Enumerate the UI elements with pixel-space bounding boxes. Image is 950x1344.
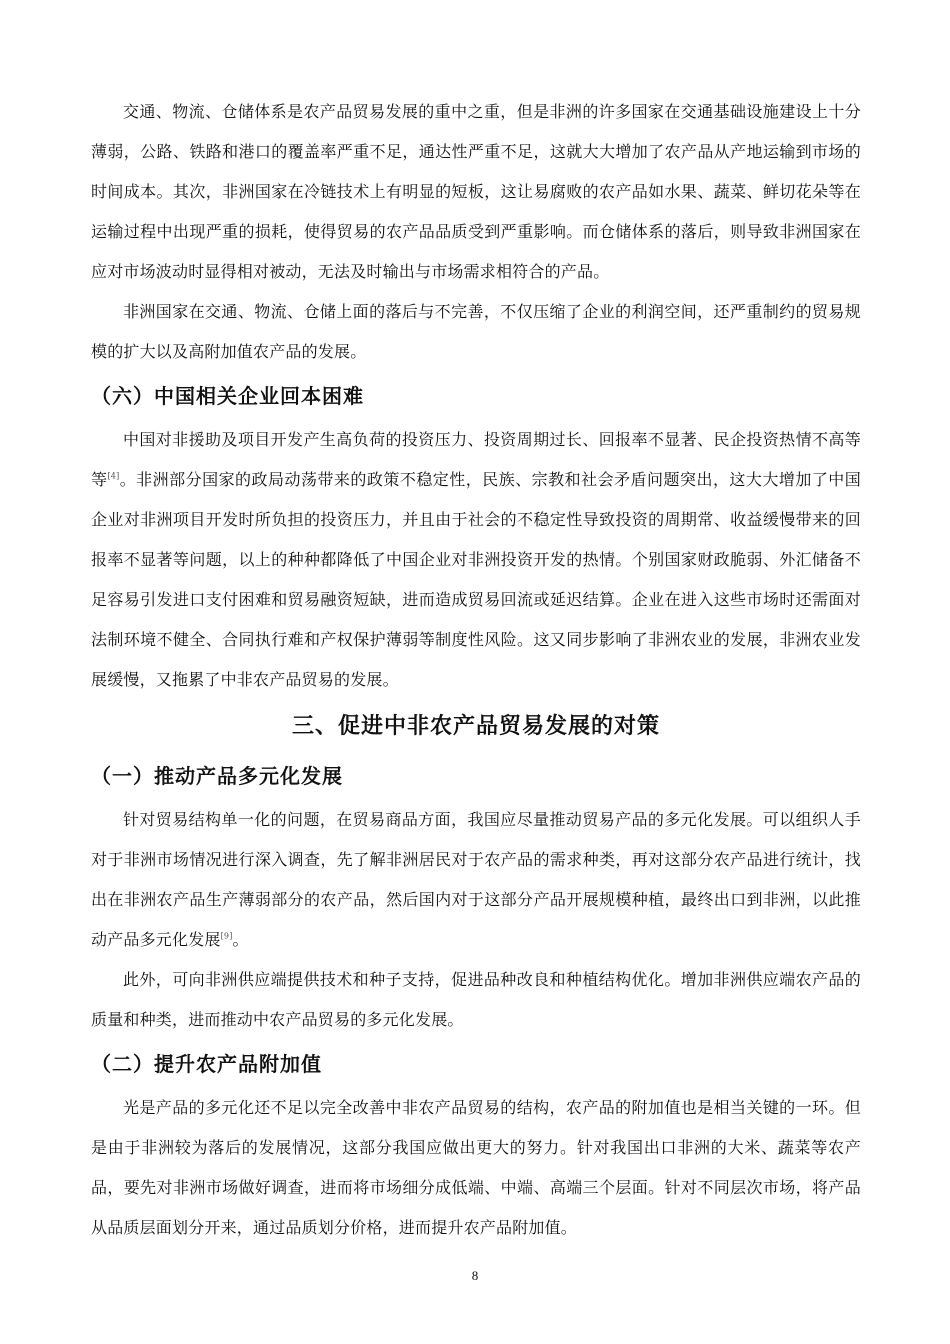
subheading-one: （一）推动产品多元化发展 [91,764,343,788]
paragraph-text: 。非洲部分国家的政局动荡带来的政策不稳定性，民族、宗教和社会矛盾问题突出，这大大增加了中国企业对非洲项目开发时所负担的投资压力，并且由于社会的不稳定性导致投资的周期常、收益缓慢带来的回报率不显著等问题，以上的种种都降低了中国企业对非洲投资开发的热情。个别国家财政脆弱、外汇储备不足容易引发进口支付困难和贸易融资短缺，进而造成贸易回流或延迟结算。企业在进入这些市场时还需面对法制环境不健全、合同执行难和产权保护薄弱等制度性风险。这又同步影响了非洲农业的发展，非洲农业发展缓慢，又拖累了中非农产品贸易的发展。 [91,470,861,689]
section-heading-three: 三、促进中非农产品贸易发展的对策 [291,714,660,739]
citation-ref: [9] [220,931,233,941]
paragraph-text: 针对贸易结构单一化的问题，在贸易商品方面，我国应尽量推动贸易产品的多元化发展。可以组织人手对于非洲市场情况进行深入调查，先了解非洲居民对于农产品的需求种类，再对这部分农产品进行统计，找出在非洲农产品生产薄弱部分的农产品，然后国内对于这部分产品开展规模种植，最终出口到非洲，以此推动产品多元化发展 [91,810,861,949]
paragraph-text: 。 [232,930,249,949]
paragraph-text: 中国对非援助及项目开发产生高负荷的投资压力、投资周期过长、回报率不显著、民企投资热情不高等等 [91,430,861,489]
paragraph-investment-difficulty [91,420,861,700]
paragraph-logistics-summary: 非洲国家在交通、物流、仓储上面的落后与不完善，不仅压缩了企业的利润空间，还严重制约的贸易规模的扩大以及高附加值农产品的发展。 [91,302,861,361]
paragraph-supply-support: 此外，可向非洲供应端提供技术和种子支持，促进品种改良和种植结构优化。增加非洲供应端农产品的质量和种类，进而推动中农产品贸易的多元化发展。 [91,970,861,1029]
citation-ref: [4] [107,471,120,481]
document-body [91,92,861,1248]
page-number: 8 [471,1268,479,1283]
paragraph-logistics: 交通、物流、仓储体系是农产品贸易发展的重中之重，但是非洲的许多国家在交通基础设施建设上十分薄弱，公路、铁路和港口的覆盖率严重不足，通达性严重不足，这就大大增加了农产品从产地运输到市场的时间成本。其次，非洲国家在冷链技术上有明显的短板，这让易腐败的农产品如水果、蔬菜、鲜切花朵等在运输过程中出现严重的损耗，使得贸易的农产品品质受到严重影响。而仓储体系的落后，则导致非洲国家在应对市场波动时显得相对被动，无法及时输出与市场需求相符合的产品。 [91,102,861,281]
paragraph-added-value: 光是产品的多元化还不足以完全改善中非农产品贸易的结构，农产品的附加值也是相当关键的一环。但是由于非洲较为落后的发展情况，这部分我国应做出更大的努力。针对我国出口非洲的大米、蔬菜等农产品，要先对非洲市场做好调查，进而将市场细分成低端、中端、高端三个层面。针对不同层次市场，将产品从品质层面划分开来，通过品质划分价格，进而提升农产品附加值。 [91,1098,861,1237]
paragraph-diversification [91,800,861,960]
subheading-two: （二）提升农产品附加值 [91,1052,322,1076]
subheading-six: （六）中国相关企业回本困难 [91,384,364,408]
